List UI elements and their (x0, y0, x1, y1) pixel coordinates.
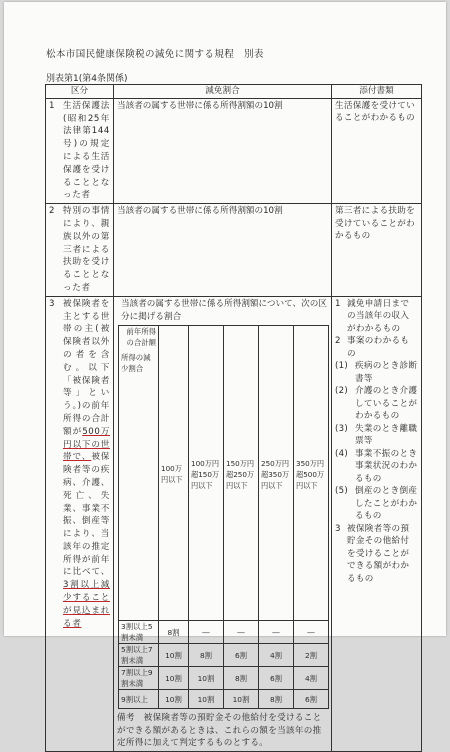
grid-cell: 6割 (294, 690, 329, 709)
docs-text: 疾病のとき診断書等 (355, 361, 418, 384)
document-title: 松本市国民健康保険税の減免に関する規程 別表 (46, 49, 264, 60)
docs-mark: 3 (335, 523, 341, 534)
docs-cell (332, 204, 422, 297)
ratio-text: 当該者の属する世帯に係る所得割額の10割 (117, 206, 283, 217)
ratio-text: 当該者の属する世帯に係る所得割額について、次の区分に掲げる割合 (121, 298, 327, 322)
ratio-text: 当該者の属する世帯に係る所得割額の10割 (117, 100, 283, 111)
grid-row (119, 667, 329, 690)
underlined-income-threshold: 500万円以下の世帯で、 (63, 426, 111, 463)
docs-text: 失業のとき離職票等 (355, 423, 418, 447)
docs-text: 倒産のとき倒産したことがわかるもの (355, 486, 418, 522)
grid-cell: 8割 (189, 644, 224, 667)
grid-decrease-label: 3割以上5割未満 (119, 621, 159, 644)
table-header-row (46, 85, 422, 99)
docs-text: 事業不振のとき事業状況のわかるもの (355, 448, 418, 484)
category-text (63, 298, 110, 631)
grid-cell: 10割 (189, 667, 224, 690)
grid-cell: 6割 (224, 644, 259, 667)
reduction-rate-grid (118, 325, 329, 709)
grid-cell: 10割 (159, 644, 189, 667)
table-row (46, 98, 422, 203)
grid-cell: ― (189, 621, 224, 644)
table-row (46, 296, 422, 751)
grid-cell: 6割 (259, 667, 294, 690)
docs-text: 生活保護を受けていることがわかるもの (335, 100, 416, 124)
docs-mark: (4) (335, 448, 349, 459)
docs-item (335, 298, 418, 336)
underlined-decrease-threshold: 3割以上減少することが見込まれる者 (63, 580, 110, 629)
docs-item (335, 523, 418, 586)
category-cell (46, 204, 114, 297)
grid-income-header: 350万円超500万円以下 (294, 326, 329, 621)
grid-cell: 2割 (294, 644, 329, 667)
grid-cell: ― (259, 621, 294, 644)
row-number: 2 (49, 206, 55, 217)
docs-text: 介護のとき介護していることがわかるもの (355, 386, 418, 422)
grid-income-header: 150万円超250万円以下 (224, 326, 259, 621)
grid-decrease-label: 9割以上 (119, 690, 159, 709)
docs-mark: 2 (335, 336, 341, 347)
docs-cell (332, 296, 422, 751)
remarks-note: 備考 被保険者等の預貯金その他給付を受けることができる額があるときは、これらの額を当該年の推定所得に加えて判定するものとする。 (117, 713, 322, 749)
grid-corner-header (119, 326, 159, 621)
docs-item (335, 385, 418, 423)
docs-cell (332, 98, 422, 203)
docs-item (335, 448, 418, 486)
ratio-cell (114, 98, 332, 203)
grid-row (119, 621, 329, 644)
ratio-cell (114, 296, 332, 751)
category-cell (46, 98, 114, 203)
table-row (46, 204, 422, 297)
docs-mark: (2) (335, 386, 349, 397)
grid-header-decrease: 所得の減少割合 (121, 353, 151, 374)
docs-item (335, 335, 418, 360)
header-ratio: 減免割合 (114, 85, 332, 99)
grid-decrease-label: 7割以上9割未満 (119, 667, 159, 690)
grid-cell: ― (224, 621, 259, 644)
header-docs: 添付書類 (332, 85, 422, 99)
grid-row (119, 690, 329, 709)
grid-cell: 4割 (259, 644, 294, 667)
docs-text: 被保険者等の預貯金その他給付を受けることができる額がわかるもの (347, 523, 410, 584)
docs-mark: (3) (335, 423, 349, 434)
category-text: 特別の事情により、親族以外の第三者による扶助を受けることとなった者 (63, 206, 110, 293)
ratio-cell (114, 204, 332, 297)
document-page (4, 2, 446, 749)
docs-text: 第三者による扶助を受けていることがわかるもの (335, 206, 416, 242)
docs-mark: 1 (335, 298, 341, 309)
grid-cell: 4割 (294, 667, 329, 690)
grid-cell: 10割 (224, 690, 259, 709)
category-text-part: 被保険者を主とする世帯の主(被保険者以外の者を含む。以下「被保険者等」という。)の前年所得の合計額が (63, 298, 110, 437)
grid-header-income: 前年所得の合計額 (126, 327, 156, 348)
grid-income-header: 100万円以下 (159, 326, 189, 621)
category-text-part: 被保険者等の疾病、介護、死亡、失業、事業不振、倒産等により、当該年の推定所得が前年に比べて、 (63, 452, 110, 578)
docs-item (335, 423, 418, 448)
grid-cell: 10割 (159, 690, 189, 709)
docs-item (335, 360, 418, 385)
reduction-table (45, 84, 422, 752)
docs-mark: (5) (335, 486, 349, 497)
grid-income-header: 250万円超350万円以下 (259, 326, 294, 621)
category-text: 生活保護法(昭和25年法律第144号)の規定による生活保護を受けることとなった者 (63, 100, 110, 201)
category-cell (46, 296, 114, 751)
grid-cell: 10割 (189, 690, 224, 709)
table-caption: 別表第1(第4条関係) (46, 74, 128, 84)
docs-item (335, 485, 418, 523)
grid-income-header: 100万円超150万円以下 (189, 326, 224, 621)
docs-mark: (1) (335, 361, 349, 372)
docs-text: 事案のわかるもの (347, 336, 410, 359)
grid-cell: 10割 (159, 667, 189, 690)
docs-text: 減免申請日までの当該年の収入がわかるもの (347, 298, 410, 334)
header-category: 区分 (46, 85, 114, 99)
grid-cell: 8割 (259, 690, 294, 709)
grid-decrease-label: 5割以上7割未満 (119, 644, 159, 667)
row-number: 1 (49, 100, 55, 111)
grid-cell: 8割 (224, 667, 259, 690)
grid-cell: 8割 (159, 621, 189, 644)
grid-row (119, 644, 329, 667)
row-number: 3 (49, 298, 55, 309)
grid-cell: ― (294, 621, 329, 644)
